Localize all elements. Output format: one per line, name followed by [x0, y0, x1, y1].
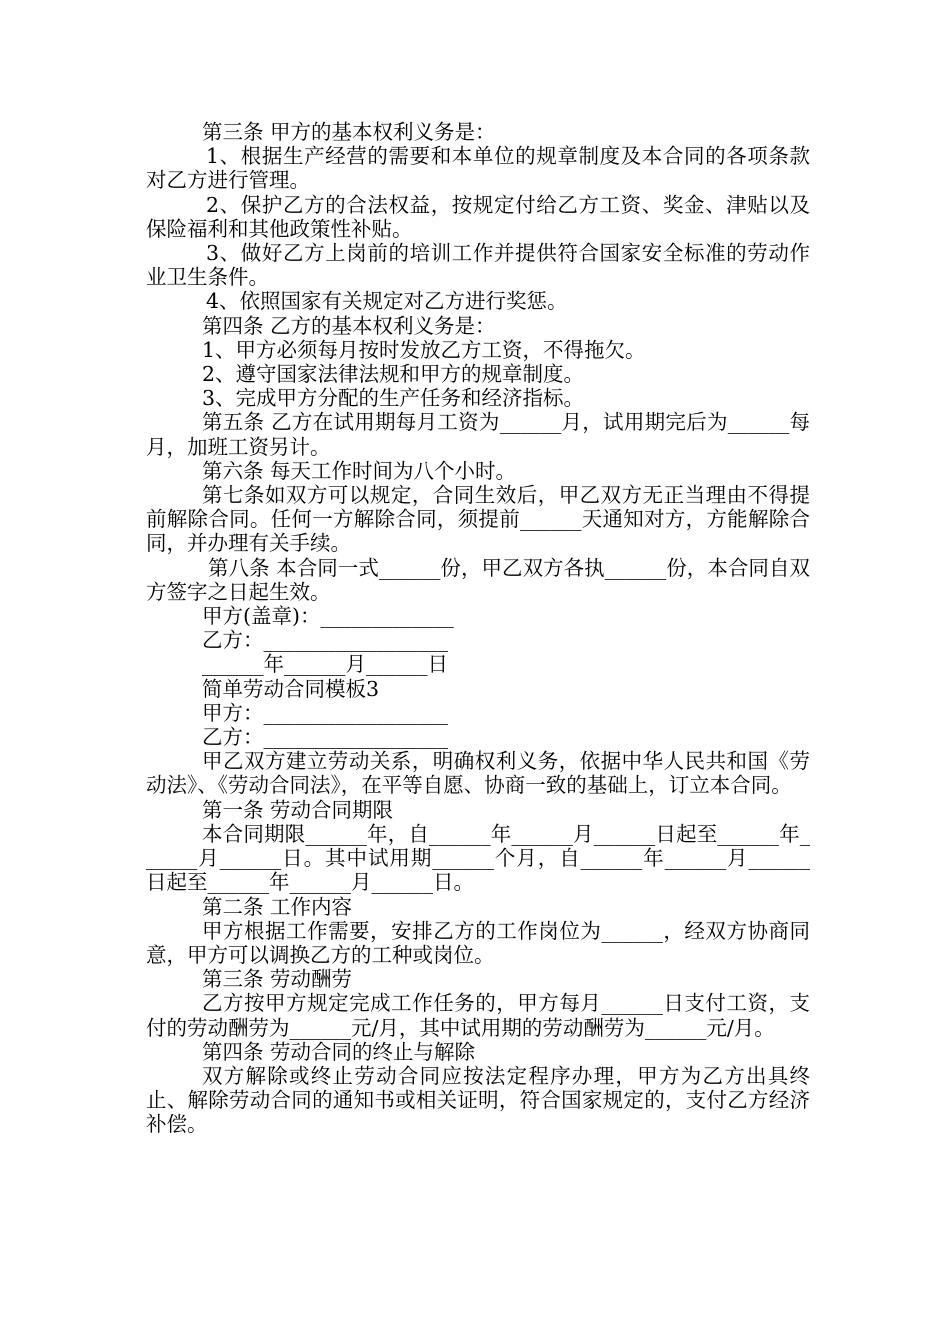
article-7-termination: 第七条如双方可以规定，合同生效后，甲乙双方无正当理由不得提前解除合同。任何一方解除合同，须提前______天通知对方，方能解除合同，并办理有关手续。: [146, 483, 810, 556]
party-a-seal-line: 甲方(盖章)：_____________: [202, 604, 454, 629]
article-8-copies: 第八条 本合同一式______份，甲乙双方各执______份，本合同自双方签字之日起生效。: [146, 555, 810, 604]
party-b-sign-line: 乙方：__________________: [202, 628, 448, 653]
article-6-hours: 第六条 每天工作时间为八个小时。: [202, 458, 517, 483]
template-3-article-4-heading: 第四条 劳动合同的终止与解除: [202, 1039, 476, 1064]
template-3-article-3-body: 乙方按甲方规定完成工作任务的，甲方每月______日支付工资，支付的劳动酬劳为______元/月，其中试用期的劳动酬劳为______元/月。: [146, 991, 810, 1040]
article-3-item-1: 1、根据生产经营的需要和本单位的规章制度及本合同的各项条款对乙方进行管理。: [146, 144, 810, 193]
template-3-party-b: 乙方：__________________: [202, 725, 448, 750]
article-3-item-2: 2、保护乙方的合法权益，按规定付给乙方工资、奖金、津贴以及保险福利和其他政策性补贴。: [146, 192, 810, 241]
template-3-article-2-heading: 第二条 工作内容: [202, 894, 353, 919]
contract-body: [146, 120, 810, 1137]
article-4-item-3: 3、完成甲方分配的生产任务和经济指标。: [202, 386, 585, 411]
article-4-item-2: 2、遵守国家法律法规和甲方的规章制度。: [202, 362, 585, 387]
template-3-article-3-heading: 第三条 劳动酬劳: [202, 967, 353, 992]
template-3-article-1-heading: 第一条 劳动合同期限: [202, 797, 394, 822]
article-4-heading: 第四条 乙方的基本权利义务是：: [202, 313, 496, 338]
article-3-heading: 第三条 甲方的基本权利义务是：: [202, 120, 496, 144]
article-3-item-4: 4、依照国家有关规定对乙方进行奖惩。: [206, 289, 568, 314]
template-3-article-4-body: 双方解除或终止劳动合同应按法定程序办理，甲方为乙方出具终止、解除劳动合同的通知书或相关证明，符合国家规定的，支付乙方经济补偿。: [146, 1063, 810, 1137]
template-3-article-1-body: 本合同期限______年，自______年______月______日起至______年______月______日。其中试用期______个月，自______年______月______日起至______年______月______日。: [146, 821, 810, 895]
template-3-title: 简单劳动合同模板3: [202, 676, 380, 701]
template-3-preamble: 甲乙双方建立劳动关系，明确权利义务，依据中华人民共和国《劳动法》、《劳动合同法》，在平等自愿、协商一致的基础上，订立本合同。: [146, 749, 810, 798]
article-5-wages: 第五条 乙方在试用期每月工资为______月，试用期完后为______每月，加班工资另计。: [146, 410, 810, 459]
template-3-article-2-body: 甲方根据工作需要，安排乙方的工作岗位为______，经双方协商同意，甲方可以调换乙方的工种或岗位。: [146, 918, 810, 967]
date-line: ______年______月______日: [202, 652, 448, 677]
article-3-item-3: 3、做好乙方上岗前的培训工作并提供符合国家安全标准的劳动作业卫生条件。: [146, 241, 810, 290]
article-4-item-1: 1、甲方必须每月按时发放乙方工资，不得拖欠。: [202, 337, 646, 362]
template-3-party-a: 甲方：__________________: [202, 700, 448, 725]
